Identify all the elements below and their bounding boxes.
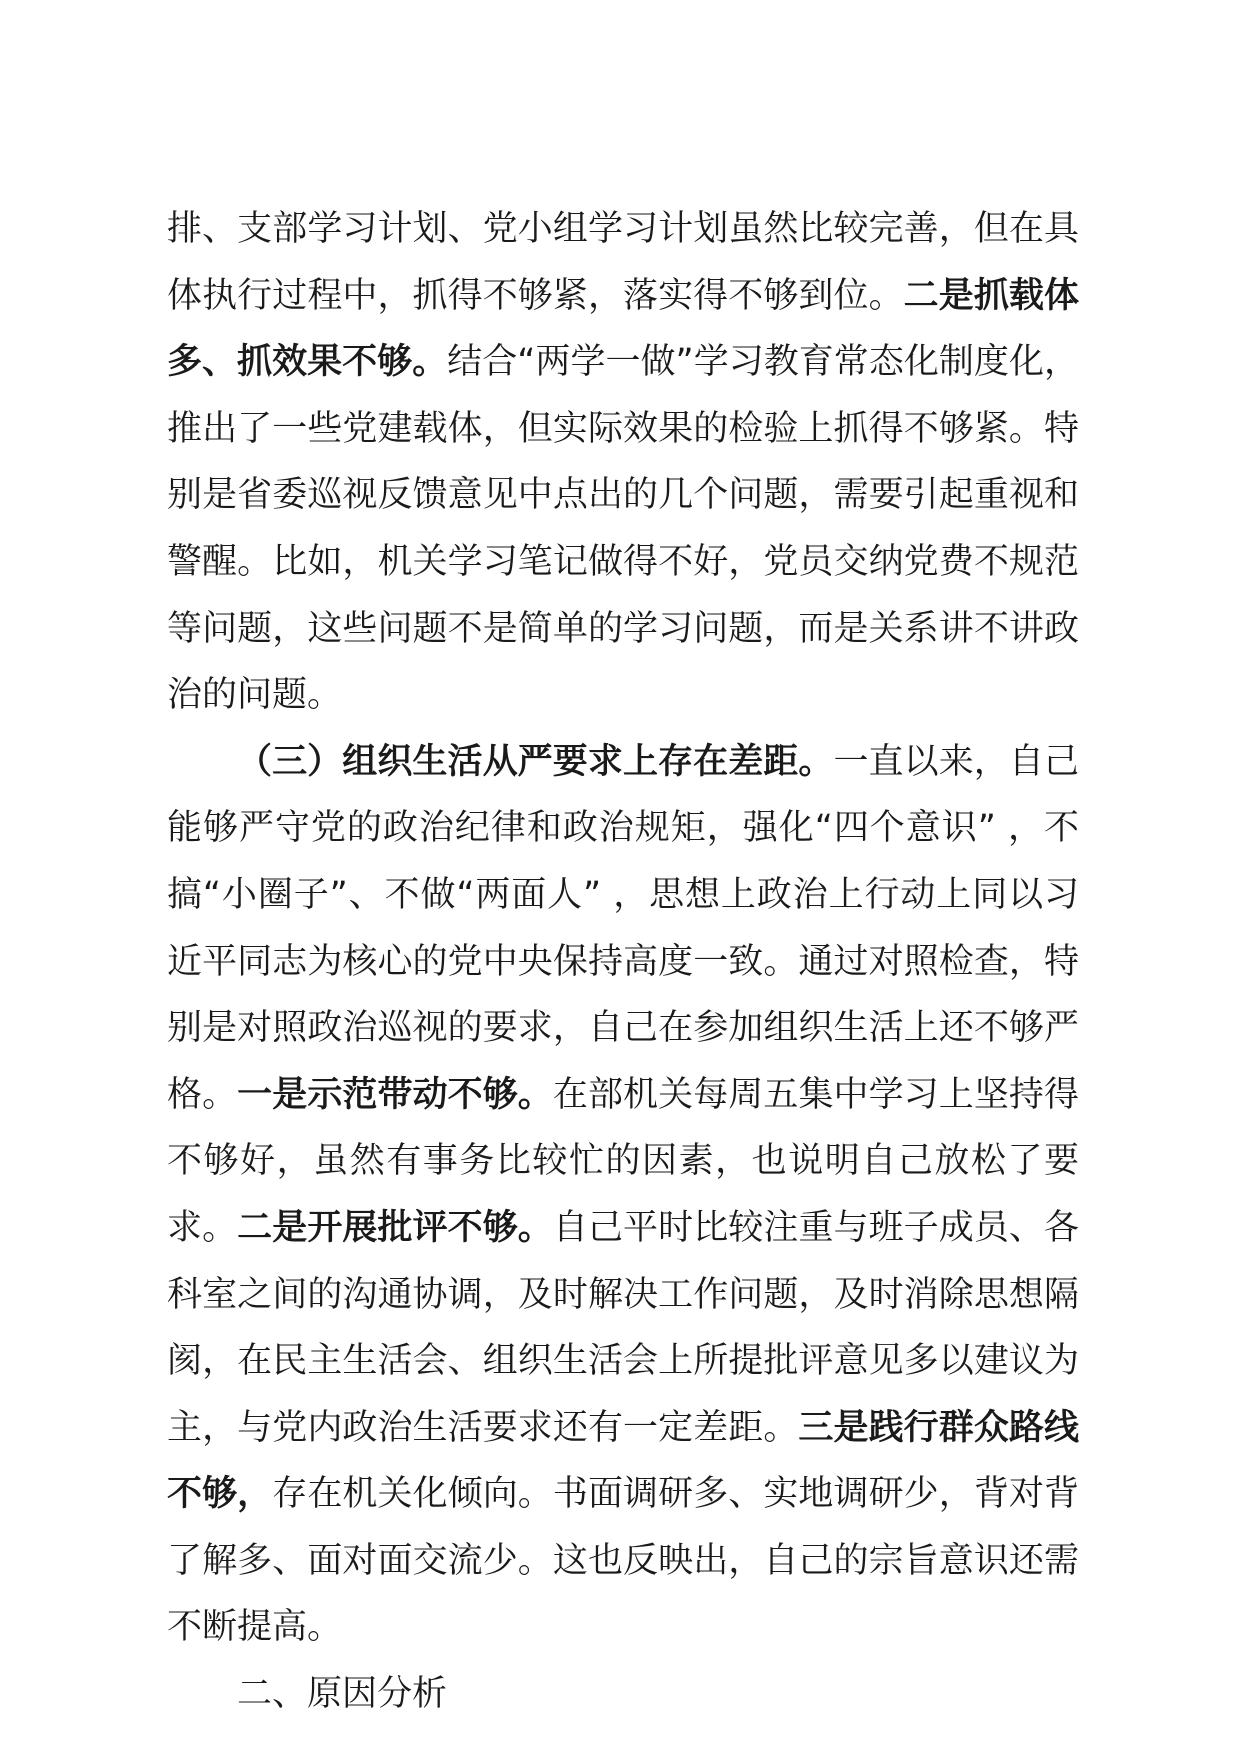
paragraph-section-three [167, 729, 1079, 1661]
paragraph-text: 在部机关每周五集中学习上坚持得不够好，虽然有事务比较忙的因素，也说明自己放松了要求。 [167, 1074, 1079, 1248]
paragraph-continuation [167, 196, 1079, 729]
bold-point: 二是开展批评不够。 [237, 1207, 553, 1248]
paragraph-text: 一直以来，自己能够严守党的政治纪律和政治规矩，强化“四个意识” ，不搞“小圈子”、不做“两面人” ，思想上政治上行动上同以习近平同志为核心的党中央保持高度一致。通过对照检查，特别是对照政治巡视的要求，自己在参加组织生活上还不够严格。 [167, 741, 1079, 1115]
paragraph-text: 自己平时比较注重与班子成员、各科室之间的沟通协调，及时解决工作问题，及时消除思想隔阂，在民主生活会、组织生活会上所提批评意见多以建议为主，与党内政治生活要求还有一定差距。 [167, 1207, 1079, 1448]
bold-point: 二是抓载体多、抓效果不够。 [167, 275, 1079, 383]
bold-point: 一是示范带动不够。 [237, 1074, 553, 1115]
section-heading-bold: （三）组织生活从严要求上存在差距。 [237, 741, 834, 782]
document-body [167, 196, 1079, 1728]
paragraph-text: 结合“两学一做”学习教育常态化制度化，推出了一些党建载体，但实际效果的检验上抓得不够紧。特别是省委巡视反馈意见中点出的几个问题，需要引起重视和警醒。比如，机关学习笔记做得不好，党员交纳党费不规范等问题，这些问题不是简单的学习问题，而是关系讲不讲政治的问题。 [167, 342, 1079, 716]
bold-point: 三是践行群众路线不够， [167, 1407, 1079, 1515]
section-heading-cause-analysis: 二、原因分析 [237, 1674, 448, 1715]
paragraph-text: 排、支部学习计划、党小组学习计划虽然比较完善，但在具体执行过程中，抓得不够紧，落实得不够到位。 [167, 209, 1079, 316]
paragraph-text: 存在机关化倾向。书面调研多、实地调研少，背对背了解多、面对面交流少。这也反映出，自己的宗旨意识还需不断提高。 [167, 1474, 1079, 1648]
